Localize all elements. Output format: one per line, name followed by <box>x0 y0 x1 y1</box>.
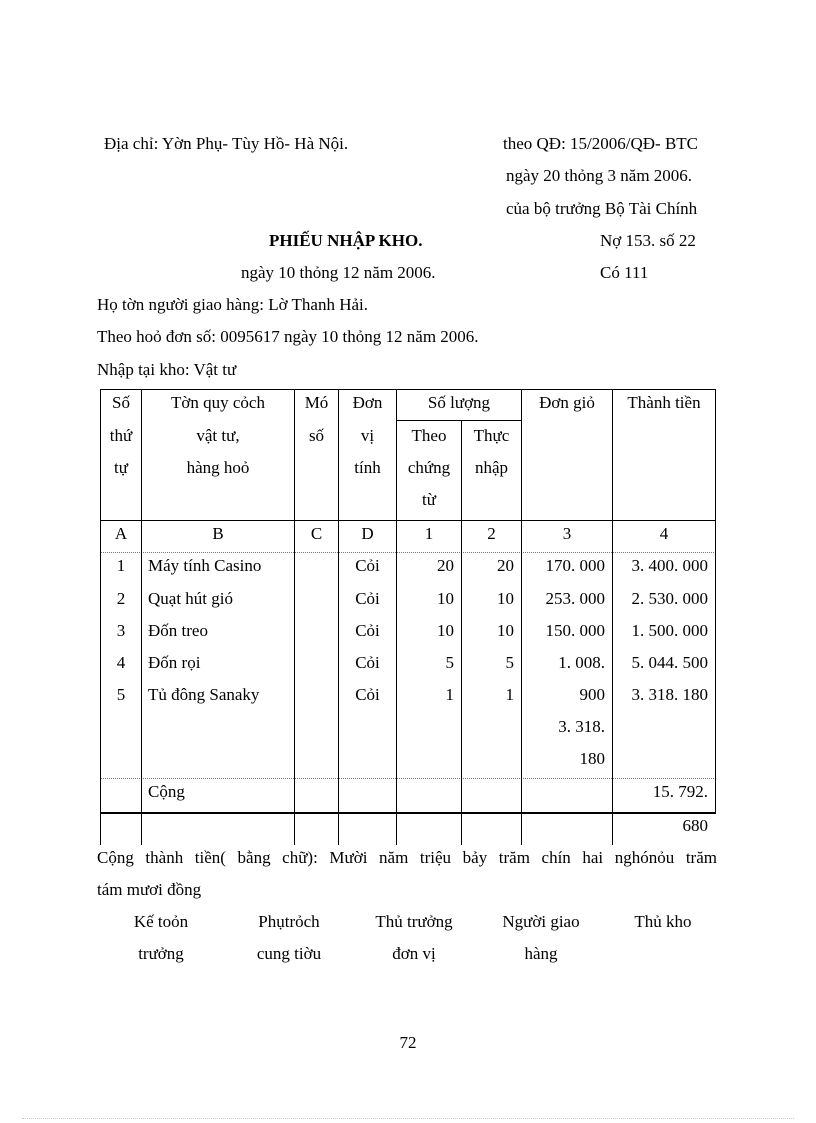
total-label: Cộng <box>148 782 185 801</box>
index-d: D <box>361 524 374 543</box>
signature-supply-2: cung tiờu <box>256 944 322 963</box>
row-3-name: Đốn treo <box>148 621 208 640</box>
row-5-actual-qty: 1 <box>505 685 514 704</box>
total-line <box>100 812 716 814</box>
header-price: Đơn giỏ <box>539 393 595 412</box>
index-2: 2 <box>487 524 496 543</box>
row-4-name: Đốn rọi <box>148 653 201 672</box>
signature-supply-1: Phụtrỏch <box>258 912 320 931</box>
row-5-amount: 3. 318. 180 <box>631 685 708 704</box>
row-5-stt: 5 <box>116 685 126 704</box>
warehouse-line: Nhập tại kho: Vật tư <box>97 360 237 379</box>
row-4-doc-qty: 5 <box>445 653 454 672</box>
signature-deliverer-1: Người giao <box>502 912 580 931</box>
row-3-doc-qty: 10 <box>437 621 454 640</box>
credit-account: Có 111 <box>600 263 649 282</box>
col-line-2 <box>294 389 295 845</box>
body-bottom-line <box>100 778 716 779</box>
header-by-doc-3: từ <box>422 490 436 509</box>
header-code-1: Mó <box>304 393 329 412</box>
quantity-subheader-line <box>396 420 521 421</box>
row-4-unit: Cỏi <box>355 653 380 672</box>
invoice-line: Theo hoỏ đơn số: 0095617 ngày 10 thỏng 12 năm 2006. <box>97 327 479 346</box>
index-a: A <box>114 524 128 543</box>
header-amount: Thành tiền <box>627 393 701 412</box>
row-5-price: 900 <box>579 685 605 704</box>
row-1-price: 170. 000 <box>545 556 605 575</box>
header-unit-3: tính <box>354 458 381 477</box>
header-code-2: số <box>308 426 325 445</box>
header-unit-1: Đơn <box>352 393 383 412</box>
row-5-unit: Cỏi <box>355 685 380 704</box>
row-1-unit: Cỏi <box>355 556 380 575</box>
receipt-table <box>100 389 716 845</box>
signature-head-unit-1: Thủ trưởng <box>375 912 453 931</box>
row-2-amount: 2. 530. 000 <box>631 589 708 608</box>
header-actual-2: nhập <box>474 458 509 477</box>
header-stt-3: tự <box>114 458 128 477</box>
row-1-actual-qty: 20 <box>497 556 514 575</box>
header-name-2: vật tư, <box>196 426 240 445</box>
col-line-8 <box>715 389 716 812</box>
index-c: C <box>310 524 323 543</box>
index-1: 1 <box>424 524 434 543</box>
header-stt-1: Số <box>112 393 130 412</box>
table-border-top <box>100 389 716 390</box>
document-title: PHIẾU NHẬP KHO. <box>269 231 423 250</box>
header-by-doc-2: chứng <box>407 458 451 477</box>
row-4-amount: 5. 044. 500 <box>631 653 708 672</box>
row-2-unit: Cỏi <box>355 589 380 608</box>
price-overflow-1: 3. 318. <box>558 717 605 736</box>
row-4-stt: 4 <box>116 653 126 672</box>
total-amount-line-2: 680 <box>682 816 708 835</box>
index-b: B <box>212 524 224 543</box>
row-3-actual-qty: 10 <box>497 621 514 640</box>
col-line-6 <box>521 389 522 845</box>
row-3-unit: Cỏi <box>355 621 380 640</box>
row-1-amount: 3. 400. 000 <box>631 556 708 575</box>
signature-storekeeper-1: Thủ kho <box>634 912 692 931</box>
header-unit-2: vị <box>360 426 375 445</box>
row-3-price: 150. 000 <box>545 621 605 640</box>
decree-line-2: ngày 20 thỏng 3 năm 2006. <box>506 166 693 185</box>
header-bottom-line <box>100 520 716 521</box>
row-2-price: 253. 000 <box>545 589 605 608</box>
row-5-doc-qty: 1 <box>445 685 454 704</box>
col-line-7 <box>612 389 613 845</box>
deliverer-line: Họ tờn người giao hàng: Lờ Thanh Hải. <box>97 295 368 314</box>
row-2-name: Quạt hút gió <box>148 589 233 608</box>
amount-in-words-line-2: tám mươi đồng <box>97 880 202 899</box>
header-stt-2: thứ <box>109 426 133 445</box>
signature-chief-accountant-1: Kế toỏn <box>133 912 189 931</box>
header-by-doc-1: Theo <box>411 426 447 445</box>
debit-account: Nợ 153. số 22 <box>600 231 696 250</box>
signature-deliverer-2: hàng <box>524 944 558 963</box>
signature-chief-accountant-2: trưởng <box>138 944 184 963</box>
row-1-name: Máy tính Casino <box>148 556 262 575</box>
footer-divider <box>22 1118 794 1119</box>
header-name-1: Tờn quy cỏch <box>171 393 265 412</box>
signature-head-unit-2: đơn vị <box>392 944 436 963</box>
index-3: 3 <box>562 524 572 543</box>
header-name-3: hàng hoỏ <box>186 458 250 477</box>
price-overflow-2: 180 <box>579 749 605 768</box>
row-1-doc-qty: 20 <box>437 556 454 575</box>
row-2-stt: 2 <box>116 589 126 608</box>
document-date: ngày 10 thỏng 12 năm 2006. <box>241 263 436 282</box>
decree-line-1: theo QĐ: 15/2006/QĐ- BTC <box>503 134 699 153</box>
address: Địa chỉ: Yờn Phụ- Tùy Hồ- Hà Nội. <box>104 134 349 153</box>
row-2-actual-qty: 10 <box>497 589 514 608</box>
row-1-stt: 1 <box>116 556 126 575</box>
row-5-name: Tủ đông Sanaky <box>148 685 260 704</box>
decree-line-3: của bộ trưởng Bộ Tài Chính <box>506 199 698 218</box>
row-4-actual-qty: 5 <box>505 653 514 672</box>
row-2-doc-qty: 10 <box>437 589 454 608</box>
row-3-amount: 1. 500. 000 <box>631 621 708 640</box>
header-actual-1: Thực <box>473 426 510 445</box>
index-4: 4 <box>659 524 669 543</box>
row-3-stt: 3 <box>116 621 126 640</box>
index-row-line <box>100 552 716 553</box>
total-amount-line-1: 15. 792. <box>652 782 708 801</box>
header-quantity: Số lượng <box>427 393 491 412</box>
page-number: 72 <box>399 1033 417 1052</box>
amount-in-words-line-1: Cộng thành tiền( bằng chữ): Mười năm triệu bảy trăm chín hai nghónỏu trăm <box>97 848 717 867</box>
row-4-price: 1. 008. <box>558 653 605 672</box>
